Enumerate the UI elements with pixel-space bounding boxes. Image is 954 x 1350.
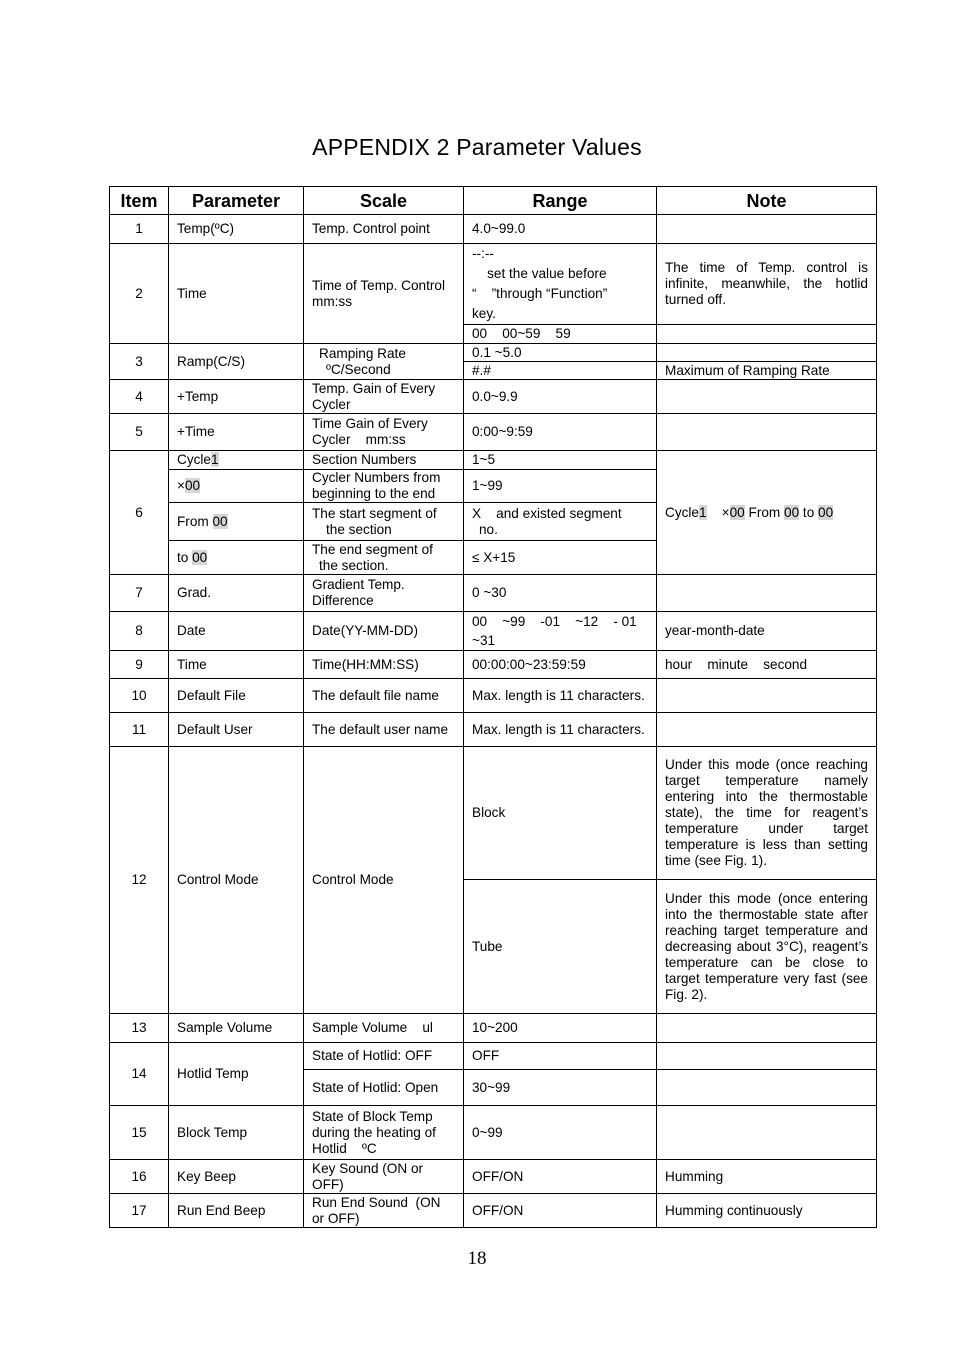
page-title: APPENDIX 2 Parameter Values	[312, 134, 642, 160]
scale-cell: Sample Volume ul	[304, 1014, 464, 1043]
parameter-table	[109, 186, 877, 1228]
parameter-cell: Time	[169, 651, 304, 679]
note-cell: Under this mode (once entering into the thermostable state after reaching target temperature and decreasing about 3°C), reagent’s temperature can be close to target temperature very fast (see Fig. 2).	[657, 880, 877, 1014]
item-cell: 15	[110, 1106, 169, 1160]
header-note: Note	[657, 187, 877, 215]
note-cycle-mark: 1	[699, 504, 707, 520]
cycle-mark: 1	[211, 452, 219, 467]
parameter-cell	[169, 503, 304, 541]
header-parameter: Parameter	[169, 187, 304, 215]
scale-cell: Time Gain of Every Cycler mm:ss	[304, 414, 464, 451]
table-row	[110, 612, 877, 651]
note-from-mark: 00	[784, 504, 800, 520]
note-cell: Maximum of Ramping Rate	[657, 362, 877, 380]
range-cell	[464, 244, 657, 325]
scale-cell: State of Hotlid: OFF	[304, 1043, 464, 1070]
parameter-cell	[169, 451, 304, 470]
cycle-label: Cycle	[177, 452, 211, 467]
note-cell: The time of Temp. control is infinite, meanwhile, the hotlid turned off.	[657, 244, 877, 325]
scale-cell: The default user name	[304, 713, 464, 747]
range-line: X and existed segment	[472, 505, 622, 521]
scale-cell: Time(HH:MM:SS)	[304, 651, 464, 679]
range-line: no.	[479, 521, 498, 537]
parameter-cell: Sample Volume	[169, 1014, 304, 1043]
parameter-cell: Block Temp	[169, 1106, 304, 1160]
note-to: to	[799, 504, 819, 520]
parameter-cell: Default User	[169, 713, 304, 747]
scale-line: The end segment of	[312, 541, 433, 557]
note-cell	[657, 1106, 877, 1160]
parameter-cell: Control Mode	[169, 747, 304, 1014]
note-cell	[657, 575, 877, 612]
range-cell: 30~99	[464, 1070, 657, 1106]
parameter-cell: Time	[169, 244, 304, 344]
note-from: From	[744, 504, 785, 520]
item-cell: 10	[110, 679, 169, 713]
range-cell: 0:00~9:59	[464, 414, 657, 451]
from-mark: 00	[212, 513, 228, 529]
scale-cell: Key Sound (ON or OFF)	[304, 1160, 464, 1194]
table-row	[110, 344, 877, 362]
range-cell: 00:00:00~23:59:59	[464, 651, 657, 679]
table-row	[110, 215, 877, 244]
note-cell	[657, 1043, 877, 1070]
scale-line: the section	[326, 521, 392, 537]
item-cell: 3	[110, 344, 169, 380]
range-cell: Tube	[464, 880, 657, 1014]
note-cell: Under this mode (once reaching target temperature namely entering into the thermostable state), the time for reagent’s temperature under target temperature is less than setting time (see Fig. 1).	[657, 747, 877, 880]
table-row	[110, 1014, 877, 1043]
item-cell: 12	[110, 747, 169, 1014]
range-cell: OFF/ON	[464, 1160, 657, 1194]
parameter-cell: Grad.	[169, 575, 304, 612]
range-cell: Max. length is 11 characters.	[464, 679, 657, 713]
range-cell: 4.0~99.0	[464, 215, 657, 244]
range-cell: 00 ~99 -01 ~12 - 01 ~31	[464, 612, 657, 651]
range-cell: ≤ X+15	[464, 541, 657, 575]
range-cell: 0.0~9.9	[464, 380, 657, 414]
parameter-cell: Default File	[169, 679, 304, 713]
note-cell	[657, 325, 877, 344]
note-cell: Humming continuously	[657, 1194, 877, 1228]
note-cell	[657, 1014, 877, 1043]
item-cell: 2	[110, 244, 169, 344]
note-cell	[657, 451, 877, 575]
parameter-cell: +Temp	[169, 380, 304, 414]
range-cell: OFF/ON	[464, 1194, 657, 1228]
table-row	[110, 380, 877, 414]
note-times-mark: 00	[729, 504, 745, 520]
header-scale: Scale	[304, 187, 464, 215]
item-cell: 13	[110, 1014, 169, 1043]
range-cell: 0.1 ~5.0	[464, 344, 657, 362]
header-range: Range	[464, 187, 657, 215]
scale-cell: State of Hotlid: Open	[304, 1070, 464, 1106]
scale-line: the section.	[319, 557, 389, 573]
range-cell: 0~99	[464, 1106, 657, 1160]
item-cell: 16	[110, 1160, 169, 1194]
parameter-cell: Hotlid Temp	[169, 1043, 304, 1106]
parameter-cell: Key Beep	[169, 1160, 304, 1194]
scale-cell: Cycler Numbers from beginning to the end	[304, 470, 464, 503]
note-cell: hour minute second	[657, 651, 877, 679]
to-label: to	[177, 549, 193, 565]
range-cell: 10~200	[464, 1014, 657, 1043]
item-cell: 17	[110, 1194, 169, 1228]
header-item: Item	[110, 187, 169, 215]
table-row	[110, 1194, 877, 1228]
range-line: set the value before	[472, 266, 607, 281]
table-row	[110, 651, 877, 679]
note-cycle: Cycle	[665, 504, 699, 520]
parameter-cell	[169, 541, 304, 575]
item-cell: 9	[110, 651, 169, 679]
table-row	[110, 679, 877, 713]
note-to-mark: 00	[818, 504, 834, 520]
scale-cell	[304, 344, 464, 380]
range-cell: 00 00~59 59	[464, 325, 657, 344]
parameter-cell	[169, 470, 304, 503]
range-cell: #.#	[464, 362, 657, 380]
item-cell: 7	[110, 575, 169, 612]
table-row	[110, 451, 877, 470]
scale-line: The start segment of	[312, 505, 437, 521]
scale-line: ºC/Second	[326, 361, 391, 377]
scale-cell: Control Mode	[304, 747, 464, 1014]
times-mark: 00	[184, 478, 201, 493]
note-cell	[657, 344, 877, 362]
scale-cell: Date(YY-MM-DD)	[304, 612, 464, 651]
scale-cell: Temp. Control point	[304, 215, 464, 244]
range-line: --:--	[472, 246, 494, 261]
range-cell	[464, 503, 657, 541]
to-mark: 00	[192, 549, 208, 565]
item-cell: 8	[110, 612, 169, 651]
item-cell: 5	[110, 414, 169, 451]
item-cell: 14	[110, 1043, 169, 1106]
table-row	[110, 244, 877, 325]
note-cell	[657, 713, 877, 747]
scale-line: Ramping Rate	[319, 345, 406, 361]
item-cell: 4	[110, 380, 169, 414]
note-cell	[657, 215, 877, 244]
note-cell	[657, 1070, 877, 1106]
item-cell: 11	[110, 713, 169, 747]
item-cell: 6	[110, 451, 169, 575]
range-cell: 1~99	[464, 470, 657, 503]
scale-cell	[304, 503, 464, 541]
scale-cell: Time of Temp. Control mm:ss	[304, 244, 464, 344]
range-cell: 1~5	[464, 451, 657, 470]
table-row	[110, 1043, 877, 1070]
range-cell: Max. length is 11 characters.	[464, 713, 657, 747]
from-label: From	[177, 513, 213, 529]
table-row	[110, 1160, 877, 1194]
table-row	[110, 713, 877, 747]
table-row	[110, 414, 877, 451]
table-row	[110, 747, 877, 880]
item-cell: 1	[110, 215, 169, 244]
note-cell: Humming	[657, 1160, 877, 1194]
parameter-cell: +Time	[169, 414, 304, 451]
range-cell: Block	[464, 747, 657, 880]
scale-cell: The default file name	[304, 679, 464, 713]
header-row	[110, 187, 877, 215]
note-cell: year-month-date	[657, 612, 877, 651]
page-number: 18	[467, 1248, 487, 1269]
scale-cell: Section Numbers	[304, 451, 464, 470]
parameter-cell: Run End Beep	[169, 1194, 304, 1228]
scale-cell: Temp. Gain of Every Cycler	[304, 380, 464, 414]
scale-cell: State of Block Temp during the heating of Hotlid ºC	[304, 1106, 464, 1160]
range-cell: OFF	[464, 1043, 657, 1070]
parameter-cell: Ramp(C/S)	[169, 344, 304, 380]
note-cell	[657, 380, 877, 414]
times-label: ×	[177, 478, 185, 493]
note-cell	[657, 414, 877, 451]
scale-cell: Gradient Temp. Difference	[304, 575, 464, 612]
table-row	[110, 1106, 877, 1160]
range-line: key.	[472, 306, 496, 321]
parameter-cell: Temp(ºC)	[169, 215, 304, 244]
note-times: ×	[706, 504, 730, 520]
table-row	[110, 575, 877, 612]
parameter-cell: Date	[169, 612, 304, 651]
scale-cell	[304, 541, 464, 575]
range-cell: 0 ~30	[464, 575, 657, 612]
range-line: “ ”through “Function”	[472, 286, 608, 301]
note-cell	[657, 679, 877, 713]
scale-cell: Run End Sound (ON or OFF)	[304, 1194, 464, 1228]
